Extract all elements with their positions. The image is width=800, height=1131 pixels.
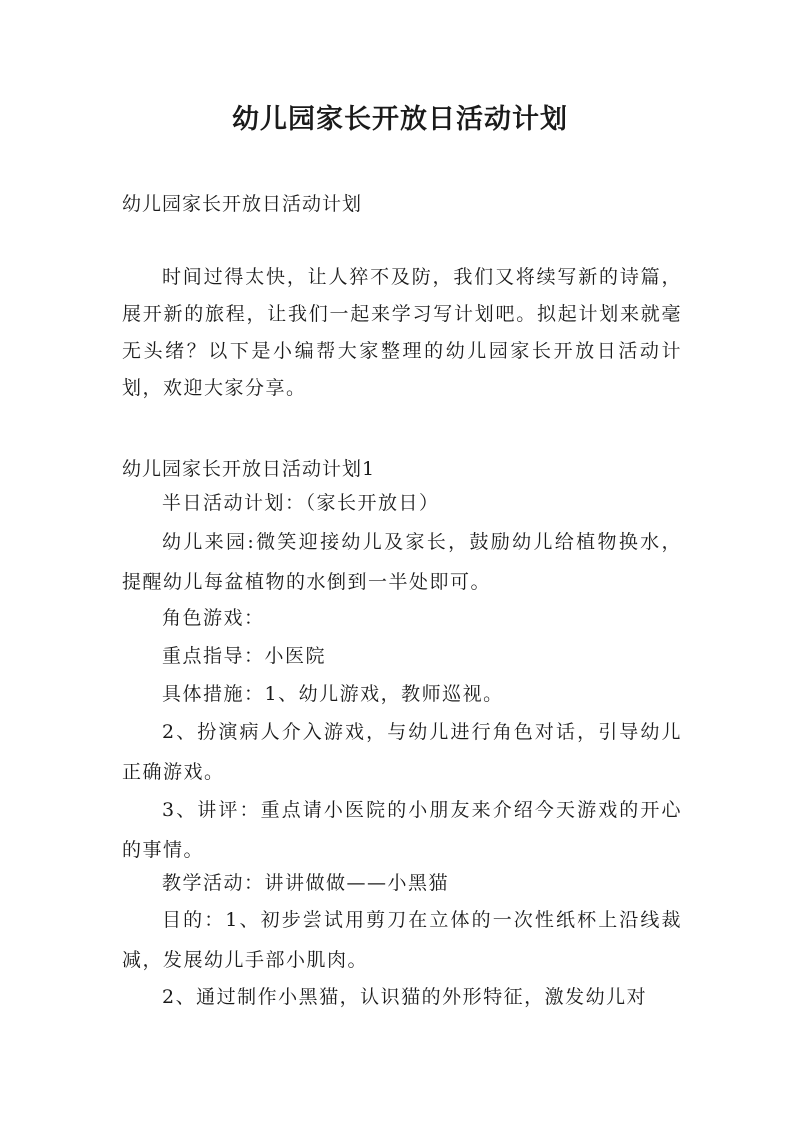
document-title: 幼儿园家长开放日活动计划 (232, 104, 568, 135)
goal-1-paragraph: 目的：1、初步尝试用剪刀在立体的一次性纸杯上沿线裁减，发展幼儿手部小肌肉。 (122, 909, 682, 971)
intro-paragraph: 时间过得太快，让人猝不及防，我们又将续写新的诗篇，展开新的旅程，让我们一起来学习写计划吧。拟起计划来就毫无头绪？以下是小编帮大家整理的幼儿园家长开放日活动计划，欢迎大家分享。 (122, 266, 682, 399)
teaching-activity: 教学活动：讲讲做做——小黑猫 (162, 872, 450, 894)
section-heading: 幼儿园家长开放日活动计划1 (122, 458, 376, 480)
document-subtitle: 幼儿园家长开放日活动计划 (122, 193, 363, 215)
step-2-paragraph: 2、扮演病人介入游戏，与幼儿进行角色对话，引导幼儿正确游戏。 (122, 721, 682, 783)
step-3-paragraph: 3、讲评：重点请小医院的小朋友来介绍今天游戏的开心的事情。 (122, 799, 682, 861)
arrival-paragraph: 幼儿来园:微笑迎接幼儿及家长，鼓励幼儿给植物换水，提醒幼儿每盆植物的水倒到一半处即可。 (122, 531, 682, 593)
measures-line: 具体措施：1、幼儿游戏，教师巡视。 (162, 683, 504, 705)
goal-2-paragraph: 2、通过制作小黑猫，认识猫的外形特征，激发幼儿对 (162, 986, 648, 1008)
half-day-plan: 半日活动计划：（家长开放日） (162, 492, 440, 514)
focus-line: 重点指导：小医院 (162, 645, 327, 667)
role-play-label: 角色游戏： (162, 607, 265, 629)
